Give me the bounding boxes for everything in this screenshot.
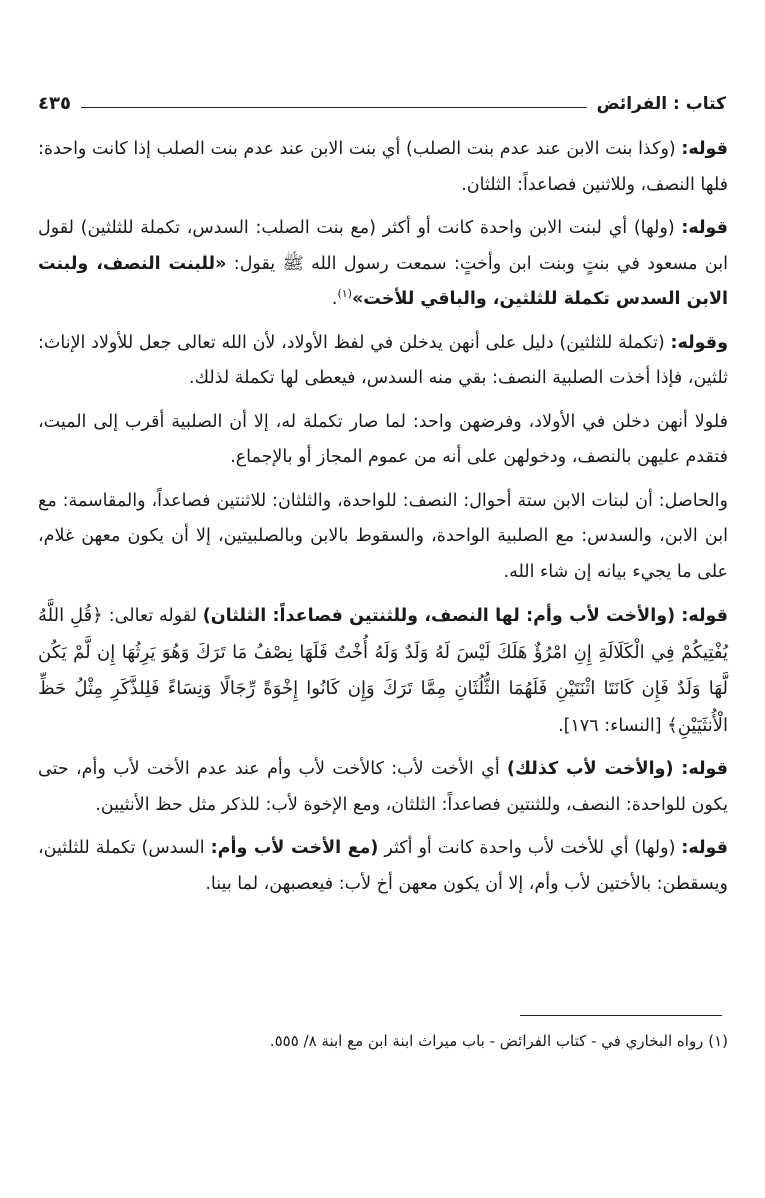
paragraph-text: لقوله تعالى: [108, 606, 203, 626]
paragraph-keyword: وقوله: [670, 332, 728, 353]
paragraph-7 [38, 752, 728, 823]
page-header [38, 84, 726, 114]
paragraph-text: فلولا أنهن دخلن في الأولاد، وفرضهن واحد: لما صار تكملة له، إلا أن الصلبية أقرب إلى الميت، فتقدم عليهن بالنصف، ودخولهن على أنه من عموم المجاز أو بالإجماع. [38, 411, 728, 467]
footnote-text: رواه البخاري في - كتاب الفرائض - باب ميراث ابنة ابن مع ابنة ٨/ ٥٥٥. [269, 1032, 704, 1050]
paragraph-5 [38, 484, 728, 591]
page-body [38, 132, 728, 908]
paragraph-text: والحاصل: أن لبنات الابن ستة أحوال: النصف: للواحدة، والثلثان: للاثنتين فصاعداً، والمقاسمة: مع ابن الابن، والسدس: مع الصلبية الواحدة، والسقوط بالابن وبالصلبيتين، إلا أن يكون معهن غلام، على ما يجيء بيانه إن شاء الله. [38, 490, 728, 582]
paragraph-4 [38, 405, 728, 476]
page-number: ٤٣٥ [38, 93, 71, 114]
verse-reference: [النساء: ١٧٦]. [558, 715, 668, 736]
paragraph-end: . [331, 289, 338, 309]
paragraph-8 [38, 831, 728, 902]
footnote-ref: (١) [337, 287, 352, 301]
paragraph-text: أي الأخت لأب: كالأخت لأب وأم عند عدم الأخت لأب وأم، حتى يكون للواحدة: النصف، وللثنتين فصاعداً: الثلثان، ومع الإخوة لأب: للذكر مثل حظ الأنثيين. [38, 759, 728, 815]
quran-verse: ﴿قُلِ اللَّهُ يُفْتِيكُمْ فِي الْكَلَالَةِ إِنِ امْرُؤٌ هَلَكَ لَيْسَ لَهُ وَلَدٌ وَلَهُ أُخْتٌ فَلَهَا نِصْفُ مَا تَرَكَ وَهُوَ يَرِثُهَا إِن لَّمْ يَكُن لَّهَا وَلَدٌ فَإِن كَانَتَا اثْنَتَيْنِ فَلَهُمَا الثُّلُثَانِ مِمَّا تَرَكَ وَإِن كَانُوا إِخْوَةً رِّجَالًا وَنِسَاءً فَلِلذَّكَرِ مِثْلُ حَظِّ الْأُنثَيَيْنِ﴾ [38, 605, 728, 736]
paragraph-text: (وكذا بنت الابن عند عدم بنت الصلب) أي بنت الابن عند عدم بنت الصلب إذا كانت واحدة: فلها النصف، وللاثنين فصاعداً: الثلثان. [38, 139, 728, 195]
footnote [38, 1029, 728, 1053]
paragraph-keyword: قوله: [681, 139, 728, 159]
paragraph-text: (تكملة للثلثين) دليل على أنهن يدخلن في لفظ الأولاد، لأن الله تعالى جعل للأولاد الإناث: ثلثين، فإذا أخذت الصلبية النصف: بقي منه السدس، فيعطى لها تكملة لذلك. [38, 332, 728, 388]
paragraph-keyword: قوله: [681, 218, 728, 238]
matn-quote: (مع الأخت لأب وأم: [210, 838, 379, 858]
paragraph-keyword: قوله: [681, 838, 728, 858]
chapter-title: كتاب : الفرائض [596, 94, 726, 114]
paragraph-keyword: قوله: [681, 759, 728, 779]
paragraph-text: (ولها) أي لبنت الابن واحدة كانت أو أكثر (مع بنت الصلب: السدس، تكملة للثلثين) لقول ابن مسعود في بنتٍ وبنت ابن وأختٍ: سمعت رسول الله ﷺ يقول: [38, 218, 728, 274]
paragraph-3 [38, 326, 728, 397]
footnote-marker: (١) [708, 1032, 728, 1050]
hadith-quote: «للبنت النصف، ولبنت الابن السدس تكملة للثلثين، والباقي للأخت» [38, 253, 728, 309]
paragraph-text-2: السدس) تكملة للثلثين، ويسقطن: بالأختين لأب وأم، إلا أن يكون معهن أخ لأب: فيعصبهن، لما بينا. [38, 838, 728, 894]
footnote-separator [520, 1015, 722, 1016]
header-rule [81, 107, 587, 108]
paragraph-1 [38, 132, 728, 203]
paragraph-keyword: قوله: [681, 606, 728, 626]
paragraph-2 [38, 211, 728, 318]
paragraph-text: (ولها) أي للأخت لأب واحدة كانت أو أكثر [378, 838, 682, 858]
paragraph-6 [38, 598, 728, 744]
matn-quote: (والأخت لأب كذلك) [507, 759, 682, 779]
matn-quote: (والأخت لأب وأم: لها النصف، وللثنتين فصاعداً: الثلثان) [202, 606, 682, 626]
